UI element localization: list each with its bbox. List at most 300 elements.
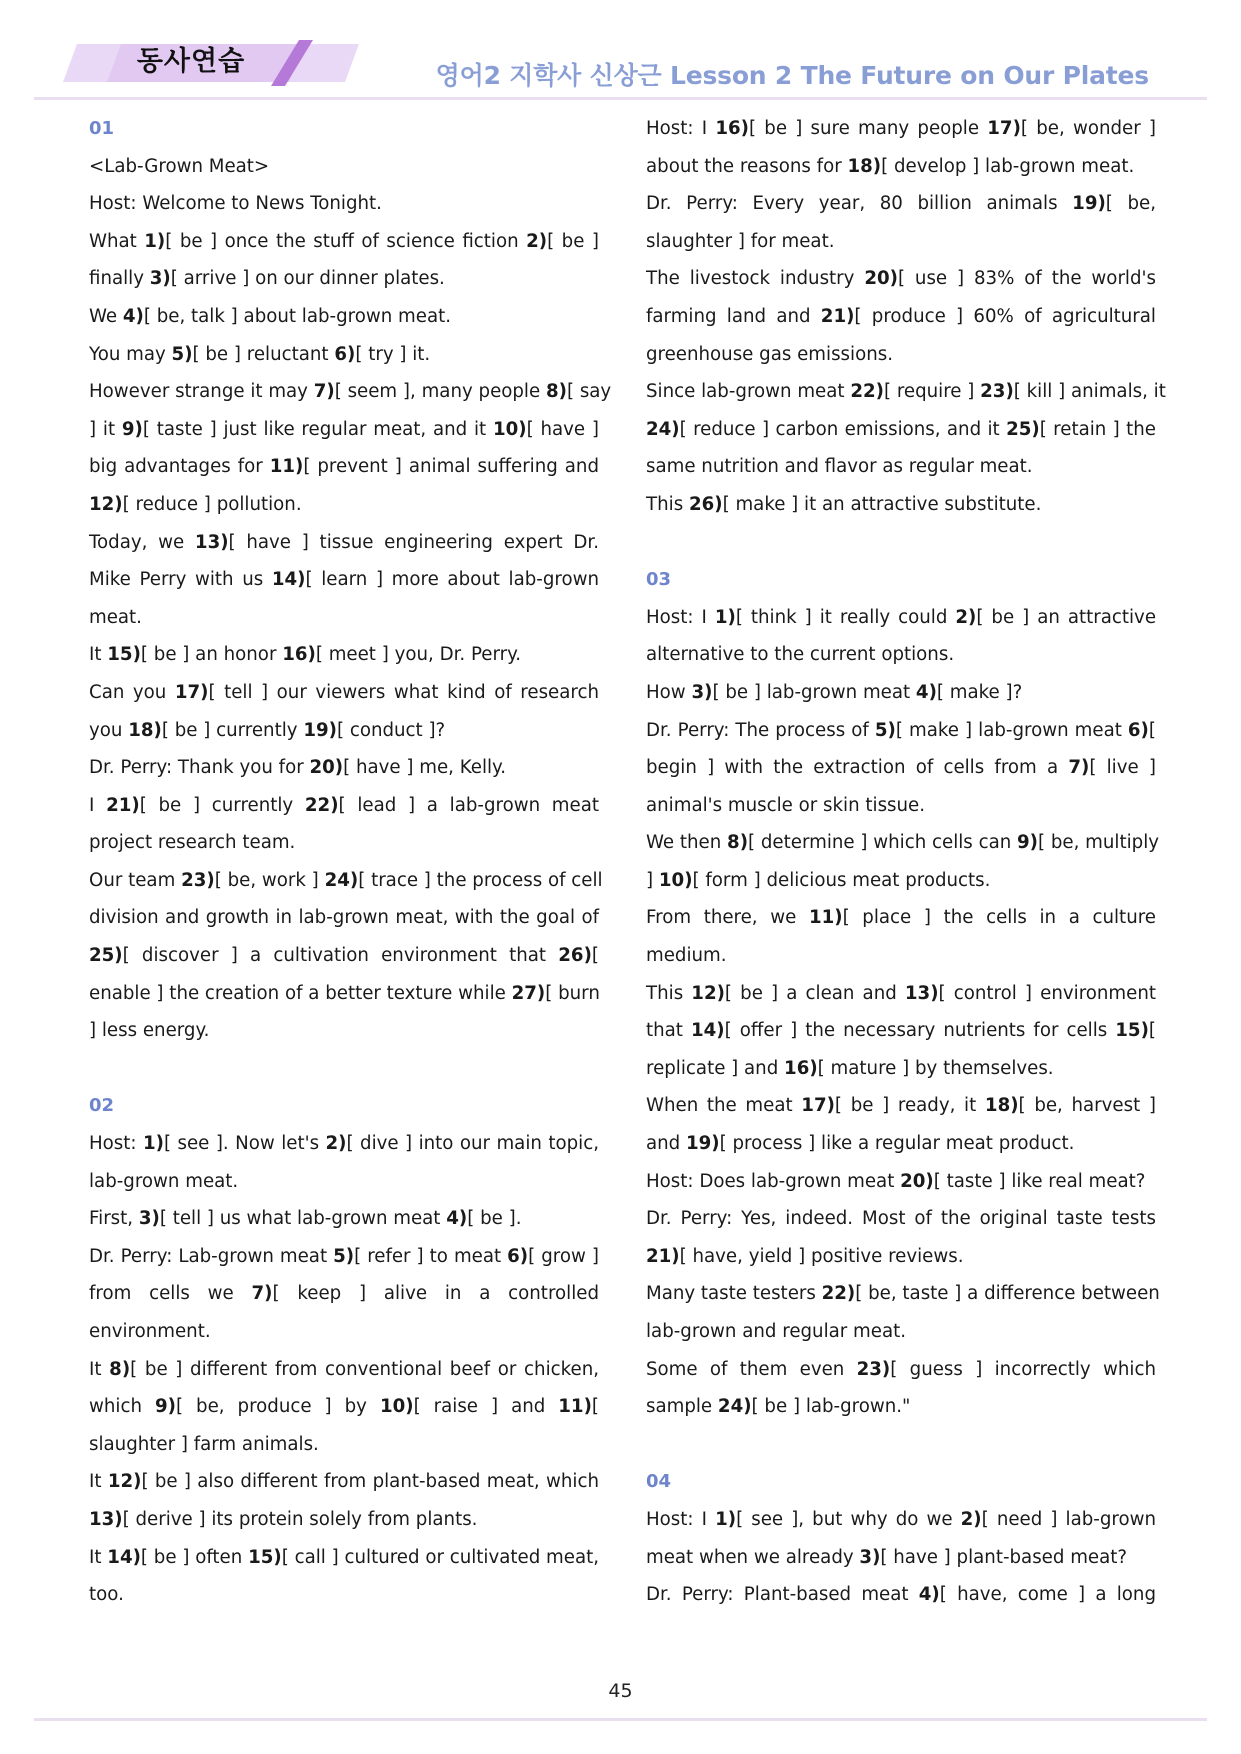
text-segment: What <box>89 230 145 252</box>
text-segment: [ be ] also different from plant-based meat, which <box>141 1471 600 1493</box>
text-line <box>89 260 599 298</box>
blank-number: 24) <box>324 869 359 891</box>
blank-number: 7) <box>251 1283 273 1305</box>
text-segment: lab-grown meat. <box>89 1170 239 1192</box>
text-line <box>646 486 1156 524</box>
section-number: 02 <box>89 1095 115 1117</box>
section-number: 04 <box>646 1471 672 1493</box>
text-segment: ] <box>646 869 659 891</box>
text-segment: [ meet ] you, Dr. Perry. <box>315 644 522 666</box>
text-segment: [ think ] it really could <box>735 606 956 628</box>
text-segment: Since lab-grown meat <box>646 381 851 403</box>
text-segment: [ kill ] animals, it <box>1013 381 1166 403</box>
blank-number: 14) <box>107 1546 141 1568</box>
text-segment: and <box>646 1133 686 1155</box>
text-segment: [ <box>591 1396 600 1418</box>
blank-number: 11) <box>808 907 843 929</box>
blank-number: 16) <box>715 118 749 139</box>
blank-number: 22) <box>821 1283 856 1305</box>
text-line <box>89 1163 599 1201</box>
text-segment: I <box>89 794 107 816</box>
blank-number: 16) <box>784 1057 818 1079</box>
blank-number: 2) <box>955 606 977 628</box>
text-line <box>646 1163 1156 1201</box>
text-segment: How <box>646 681 692 703</box>
blank-number: 2) <box>526 230 548 252</box>
text-line <box>89 223 599 261</box>
blank-number: 11) <box>269 456 304 478</box>
blank-number: 12) <box>691 982 725 1004</box>
text-segment: This <box>646 982 692 1004</box>
text-line <box>646 373 1166 411</box>
blank-number: 15) <box>107 644 141 666</box>
text-line <box>646 448 1156 486</box>
text-segment: too. <box>89 1584 124 1606</box>
text-segment: [ <box>591 945 599 967</box>
blank-number: 18) <box>847 155 882 177</box>
text-line <box>646 1012 1156 1050</box>
text-segment: [ burn <box>545 982 600 1004</box>
text-line <box>646 1125 1156 1163</box>
blank-number: 23) <box>980 381 1014 403</box>
blank-number: 3) <box>691 681 713 703</box>
blank-number: 24) <box>646 418 680 440</box>
blank-number: 16) <box>282 644 316 666</box>
text-segment: [ be, talk ] about lab-grown meat. <box>143 305 452 327</box>
text-segment: [ process ] like a regular meat product. <box>719 1133 1075 1155</box>
text-segment: [ use ] 83% of the world's <box>897 268 1156 290</box>
text-segment: [ make ] lab-grown meat <box>895 719 1128 741</box>
text-segment: [ develop ] lab-grown meat. <box>881 155 1135 177</box>
text-line <box>89 1351 599 1389</box>
left-column <box>89 110 612 1614</box>
text-segment: slaughter ] for meat. <box>646 230 835 252</box>
text-line <box>89 599 599 637</box>
blank-number: 5) <box>333 1245 355 1267</box>
text-segment: [ seem ], many people <box>334 381 546 403</box>
text-segment: [ have ] tissue engineering expert Dr. <box>228 531 600 553</box>
text-segment: [ place ] the cells in a culture <box>842 907 1156 929</box>
text-line <box>89 1426 599 1464</box>
text-line <box>646 1087 1156 1125</box>
text-segment: [ be, <box>1105 193 1156 215</box>
blank-number: 8) <box>545 381 567 403</box>
text-segment: ] less energy. <box>89 1020 210 1042</box>
text-segment: From there, we <box>646 907 809 929</box>
blank-number: 15) <box>248 1546 282 1568</box>
text-segment: greenhouse gas emissions. <box>646 343 893 365</box>
blank-number: 4) <box>915 681 937 703</box>
text-segment: <Lab-Grown Meat> <box>89 155 270 177</box>
text-segment: [ be ] currently <box>139 794 305 816</box>
text-line <box>89 411 599 449</box>
text-line <box>646 411 1156 449</box>
text-line <box>89 899 599 937</box>
blank-number: 2) <box>325 1133 347 1155</box>
text-segment: [ reduce ] carbon emissions, and it <box>679 418 1007 440</box>
blank-number: 9) <box>154 1396 176 1418</box>
text-segment: [ be, wonder ] <box>1020 118 1157 139</box>
text-line <box>646 298 1156 336</box>
text-segment: [ trace ] the process of cell <box>358 869 603 891</box>
section-spacer <box>89 1050 599 1088</box>
blank-number: 22) <box>304 794 339 816</box>
text-segment: [ discover ] a cultivation environment that <box>122 945 559 967</box>
text-segment: [ be, produce ] by <box>175 1396 380 1418</box>
text-segment: same nutrition and flavor as regular meat. <box>646 456 1033 478</box>
text-line <box>646 1050 1156 1088</box>
blank-number: 13) <box>904 982 939 1004</box>
text-line <box>89 185 599 223</box>
text-segment: Dr. Perry: Every year, 80 billion animals <box>646 193 1073 215</box>
blank-number: 26) <box>688 493 723 515</box>
text-segment: [ refer ] to meat <box>354 1245 508 1267</box>
blank-number: 7) <box>1068 757 1090 779</box>
text-line <box>89 712 599 750</box>
blank-number: 21) <box>646 1245 680 1267</box>
blank-number: 17) <box>174 681 209 703</box>
blank-number: 17) <box>987 118 1021 139</box>
text-segment: [ be ] a clean and <box>724 982 905 1004</box>
text-segment: [ be ] once the stuff of science fiction <box>165 230 527 252</box>
text-line <box>89 862 603 900</box>
text-segment: [ reduce ] pollution. <box>122 493 302 515</box>
text-segment: [ prevent ] animal suffering and <box>303 456 599 478</box>
text-line <box>646 1501 1156 1539</box>
text-segment: ] it <box>89 418 122 440</box>
text-segment: environment. <box>89 1321 211 1342</box>
text-segment: [ call ] cultured or cultivated meat, <box>281 1546 600 1568</box>
text-line <box>89 373 612 411</box>
blank-number: 3) <box>859 1546 881 1568</box>
blank-number: 5) <box>874 719 896 741</box>
text-segment: [ arrive ] on our dinner plates. <box>170 268 445 290</box>
text-segment: [ offer ] the necessary nutrients for cells <box>724 1020 1116 1042</box>
text-segment: Many taste testers <box>646 1283 822 1305</box>
text-segment: [ be, work ] <box>214 869 325 891</box>
text-line <box>646 712 1156 750</box>
text-segment: [ be ] sure many people <box>748 118 988 139</box>
text-segment: project research team. <box>89 832 296 854</box>
text-line <box>89 636 599 674</box>
blank-number: 12) <box>107 1471 142 1493</box>
text-segment: Mike Perry with us <box>89 569 272 591</box>
text-segment: [ be ] lab-grown." <box>751 1396 911 1418</box>
blank-number: 10) <box>379 1396 414 1418</box>
right-column <box>646 110 1166 1614</box>
blank-number: 1) <box>714 606 736 628</box>
blank-number: 23) <box>181 869 215 891</box>
text-segment: [ be ] lab-grown meat <box>712 681 916 703</box>
text-line <box>646 674 1156 712</box>
text-line <box>89 1313 599 1351</box>
text-segment: Host: I <box>646 118 716 139</box>
blank-number: 3) <box>138 1208 160 1230</box>
text-line <box>89 674 599 712</box>
text-segment: It <box>89 644 108 666</box>
blank-number: 22) <box>850 381 884 403</box>
text-segment: you <box>89 719 129 741</box>
blank-number: 4) <box>446 1208 468 1230</box>
blank-number: 19) <box>686 1133 720 1155</box>
text-segment: begin ] with the extraction of cells from a <box>646 757 1069 779</box>
text-segment: [ keep ] alive in a controlled <box>272 1283 599 1305</box>
text-segment: [ determine ] which cells can <box>748 832 1018 854</box>
text-line <box>646 975 1156 1013</box>
blank-number: 1) <box>715 1508 737 1530</box>
text-segment: [ have, yield ] positive reviews. <box>679 1245 964 1267</box>
text-line <box>89 561 599 599</box>
text-line <box>646 899 1156 937</box>
blank-number: 20) <box>900 1170 934 1192</box>
text-segment: [ conduct ]? <box>336 719 446 741</box>
blank-number: 19) <box>303 719 337 741</box>
text-line <box>89 1576 599 1614</box>
text-segment: [ taste ] like real meat? <box>933 1170 1146 1192</box>
text-segment: [ be, harvest ] <box>1018 1095 1156 1117</box>
text-segment: [ see ]. Now let's <box>163 1133 326 1155</box>
text-segment: Dr. Perry: Plant-based meat <box>646 1584 919 1606</box>
text-line <box>89 1463 599 1501</box>
text-segment: [ make ]? <box>936 681 1023 703</box>
text-line <box>646 749 1156 787</box>
text-line <box>646 260 1156 298</box>
text-segment: [ taste ] just like regular meat, and it <box>142 418 493 440</box>
text-segment: [ raise ] and <box>413 1396 559 1418</box>
text-segment: sample <box>646 1396 718 1418</box>
text-segment: We then <box>646 832 728 854</box>
text-segment: Some of them even <box>646 1358 857 1380</box>
text-line <box>89 1275 599 1313</box>
text-segment: [ have, come ] a long <box>939 1584 1156 1606</box>
text-segment: [ form ] delicious meat products. <box>692 869 991 891</box>
header-label: 동사연습 <box>136 46 246 77</box>
blank-number: 10) <box>492 418 527 440</box>
text-line <box>646 1539 1156 1577</box>
text-line <box>646 1275 1160 1313</box>
text-segment: meat. <box>89 606 142 628</box>
text-segment: [ require ] <box>883 381 981 403</box>
blank-number: 21) <box>106 794 140 816</box>
text-segment: You may <box>89 343 172 365</box>
blank-number: 4) <box>122 305 144 327</box>
blank-number: 25) <box>89 945 123 967</box>
blank-number: 17) <box>801 1095 835 1117</box>
text-line <box>646 1576 1156 1614</box>
text-segment: When the meat <box>646 1095 802 1117</box>
text-line <box>89 1200 599 1238</box>
text-segment: This <box>646 493 689 515</box>
text-segment: It <box>89 1546 108 1568</box>
blank-number: 1) <box>143 1133 164 1155</box>
blank-number: 11) <box>558 1396 592 1418</box>
text-segment: [ be ] an honor <box>140 644 283 666</box>
text-segment: [ be ] an attractive <box>976 606 1157 628</box>
text-segment: [ <box>1148 1020 1156 1042</box>
text-segment: [ say <box>566 381 612 403</box>
text-line <box>646 599 1156 637</box>
blank-number: 19) <box>1072 193 1106 215</box>
text-segment: division and growth in lab-grown meat, with the goal of <box>89 907 599 929</box>
blank-number: 23) <box>856 1358 891 1380</box>
blank-number: 2) <box>960 1508 982 1530</box>
text-line <box>646 636 1156 674</box>
text-segment: [ control ] environment <box>938 982 1156 1004</box>
text-segment: [ be ] often <box>140 1546 249 1568</box>
text-line <box>89 1238 599 1276</box>
text-line <box>646 1200 1156 1238</box>
text-segment: from cells we <box>89 1283 252 1305</box>
blank-number: 3) <box>149 268 171 290</box>
blank-number: 20) <box>864 268 898 290</box>
text-line <box>89 524 599 562</box>
text-segment: medium. <box>646 945 727 967</box>
text-segment: [ try ] it. <box>355 343 431 365</box>
footer-divider <box>34 1718 1207 1721</box>
text-segment: The livestock industry <box>646 268 865 290</box>
text-segment: Host: I <box>646 606 715 628</box>
blank-number: 18) <box>984 1095 1019 1117</box>
blank-number: 6) <box>507 1245 529 1267</box>
blank-number: 12) <box>89 493 123 515</box>
text-line <box>646 148 1156 186</box>
text-segment: Host: Does lab-grown meat <box>646 1170 901 1192</box>
text-segment: [ be ]. <box>467 1208 522 1230</box>
text-segment: [ see ], but why do we <box>736 1508 961 1530</box>
text-line <box>646 110 1156 148</box>
text-segment: replicate ] and <box>646 1057 785 1079</box>
text-line <box>89 937 599 975</box>
section-spacer <box>646 1426 1156 1464</box>
section-spacer <box>646 524 1156 562</box>
blank-number: 1) <box>144 230 166 252</box>
text-segment: meat when we already <box>646 1546 860 1568</box>
blank-number: 18) <box>128 719 162 741</box>
text-line <box>89 448 599 486</box>
text-segment: [ make ] it an attractive substitute. <box>722 493 1042 515</box>
text-segment: Our team <box>89 869 182 891</box>
text-line <box>89 336 599 374</box>
text-segment: [ be ] <box>547 230 599 252</box>
text-line <box>646 1351 1156 1389</box>
text-segment: It <box>89 1358 110 1380</box>
text-segment: [ guess ] incorrectly which <box>890 1358 1156 1380</box>
text-segment: Today, we <box>89 531 195 553</box>
text-segment: [ grow ] <box>528 1245 599 1267</box>
text-line <box>646 787 1156 825</box>
text-segment: enable ] the creation of a better texture while <box>89 982 512 1004</box>
text-segment: [ be, taste ] a difference between <box>855 1283 1160 1305</box>
text-segment: [ be ] currently <box>161 719 304 741</box>
text-segment: [ produce ] 60% of agricultural <box>854 305 1156 327</box>
blank-number: 6) <box>334 343 356 365</box>
text-segment: lab-grown and regular meat. <box>646 1321 906 1342</box>
text-segment: Dr. Perry: The process of <box>646 719 875 741</box>
text-segment: [ have ] plant-based meat? <box>880 1546 1128 1568</box>
text-segment: [ be, multiply <box>1038 832 1160 854</box>
text-line <box>646 185 1156 223</box>
text-line <box>89 787 599 825</box>
text-segment: finally <box>89 268 150 290</box>
text-segment: Can you <box>89 681 175 703</box>
blank-number: 8) <box>727 832 749 854</box>
blank-number: 10) <box>658 869 693 891</box>
blank-number: 9) <box>1017 832 1038 854</box>
section-number: 03 <box>646 569 672 591</box>
text-segment: [ live ] <box>1089 757 1156 779</box>
text-line <box>646 824 1160 862</box>
blank-number: 21) <box>820 305 855 327</box>
text-segment: [ need ] lab-grown <box>981 1508 1157 1530</box>
text-segment: which <box>89 1396 155 1418</box>
text-segment: [ <box>1148 719 1156 741</box>
text-line <box>646 223 1156 261</box>
text-line <box>646 1388 1156 1426</box>
text-segment: [ have ] <box>526 418 600 440</box>
blank-number: 8) <box>109 1358 131 1380</box>
text-segment: [ learn ] more about lab-grown <box>305 569 599 591</box>
text-segment: [ dive ] into our main topic, <box>346 1133 599 1155</box>
blank-number: 27) <box>511 982 546 1004</box>
blank-number: 13) <box>89 1508 123 1530</box>
text-segment: [ have ] me, Kelly. <box>343 757 507 779</box>
section-number: 01 <box>89 118 115 139</box>
blank-number: 20) <box>309 757 344 779</box>
blank-number: 5) <box>171 343 193 365</box>
text-segment: Dr. Perry: Lab-grown meat <box>89 1245 334 1267</box>
blank-number: 26) <box>558 945 592 967</box>
text-line <box>89 298 599 336</box>
blank-number: 14) <box>271 569 306 591</box>
text-line <box>89 148 599 186</box>
text-line <box>89 1388 599 1426</box>
text-segment: [ mature ] by themselves. <box>817 1057 1054 1079</box>
text-segment: big advantages for <box>89 456 270 478</box>
text-segment: We <box>89 305 123 327</box>
text-segment: First, <box>89 1208 139 1230</box>
text-segment: farming land and <box>646 305 821 327</box>
text-segment: [ be ] ready, it <box>834 1095 985 1117</box>
text-line <box>89 1125 599 1163</box>
text-line <box>89 749 599 787</box>
text-segment: [ retain ] the <box>1039 418 1156 440</box>
text-segment: [ lead ] a lab-grown meat <box>338 794 599 816</box>
page-number: 45 <box>608 1680 633 1702</box>
text-line <box>89 1539 599 1577</box>
text-line <box>89 824 599 862</box>
text-line <box>89 1012 599 1050</box>
text-segment: slaughter ] farm animals. <box>89 1433 319 1455</box>
text-segment: Host: Welcome to News Tonight. <box>89 193 382 215</box>
blank-number: 24) <box>717 1396 752 1418</box>
blank-number: 4) <box>918 1584 940 1606</box>
text-segment: [ derive ] its protein solely from plants. <box>122 1508 478 1530</box>
blank-number: 25) <box>1006 418 1040 440</box>
text-line <box>646 937 1156 975</box>
text-line <box>646 336 1156 374</box>
blank-number: 6) <box>1127 719 1149 741</box>
text-line <box>646 1238 1156 1276</box>
text-line <box>89 486 599 524</box>
header-title: 영어2 지학사 신상근 Lesson 2 The Future on Our Plates <box>435 61 1149 90</box>
blank-number: 13) <box>194 531 229 553</box>
text-segment: that <box>646 1020 691 1042</box>
text-segment: [ be ] different from conventional beef or chicken, <box>130 1358 600 1380</box>
text-segment: Host: <box>89 1133 143 1155</box>
text-segment: Dr. Perry: Thank you for <box>89 757 310 779</box>
header-divider <box>34 97 1207 100</box>
text-segment: about the reasons for <box>646 155 848 177</box>
